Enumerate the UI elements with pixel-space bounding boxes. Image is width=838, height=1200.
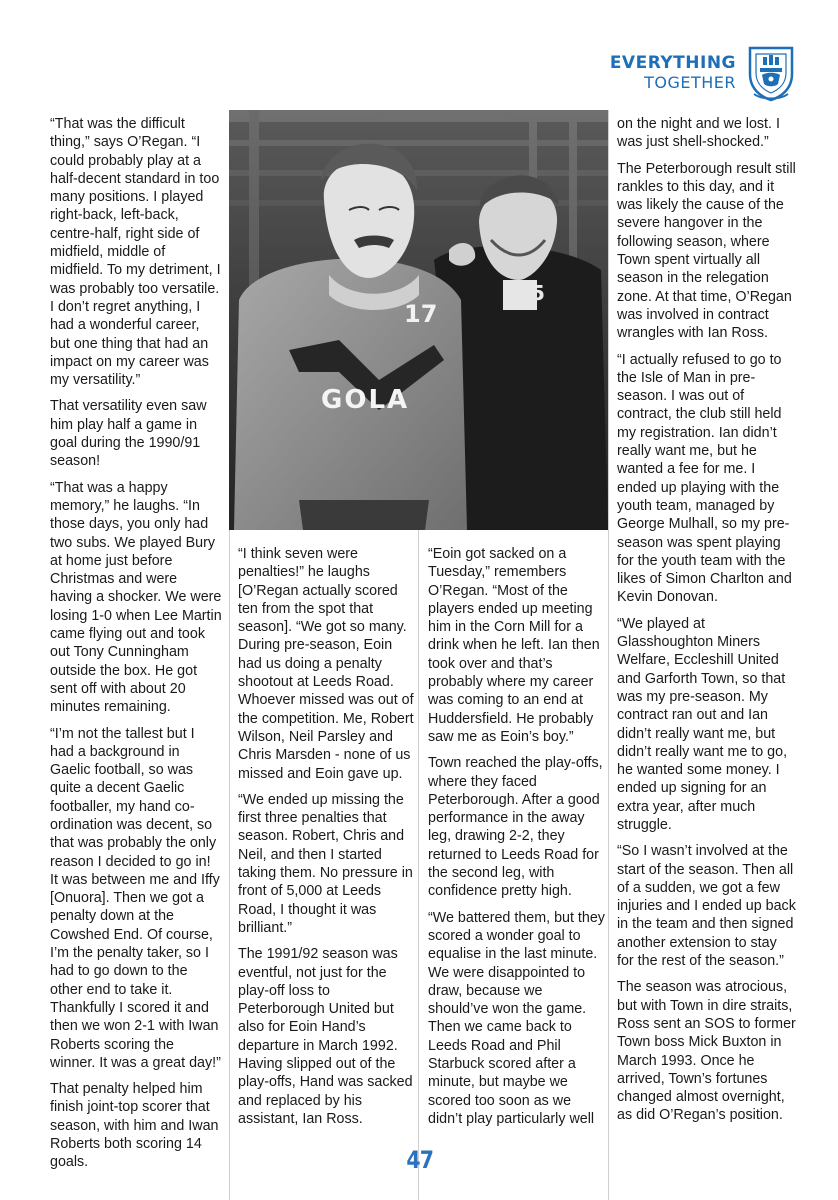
paragraph: “That was a happy memory,” he laughs. “In those days, you only had two subs. We played Bury at home just before Christmas and were having a shocker. We were losing 1-0 when Lee Martin came flying out and took out Tony Cunningham outside the box. He got sent off with about 20 minutes remaining. (50, 479, 222, 716)
paragraph: That penalty helped him finish joint-top scorer that season, with him and Iwan Roberts both scoring 14 goals. (50, 1081, 219, 1171)
brand-line-1: EVERYTHING (609, 53, 736, 73)
paragraph: Town reached the play-offs, where they faced Peterborough. After a good performance in the away leg, drawing 2-2, they returned to Leeds Road for the second leg, with confidence pretty high. (428, 755, 603, 900)
players-photo-illustration (229, 110, 608, 530)
paragraph: “I’m not the tallest but I had a background in Gaelic football, so was quite a decent Gaelic footballer, my hand co-ordination was decent, so that was probably the only reason I decided to go in! It was between me and Iffy [Onuora]. Then we got a penalty down at the Cowshed End. Of course, I’m the penalty taker, so I had to go down to the other end to take it. Thankfully I scored it and then we won 2-1 with Iwan Roberts scoring the winner. It was a great day!” (50, 725, 221, 1071)
text-column-4 (617, 115, 797, 1133)
brand-header (610, 44, 796, 102)
paragraph: That versatility even saw him play half a game in goal during the 1990/91 season! (50, 398, 207, 470)
text-column-2 (238, 545, 414, 1136)
text-column-1 (50, 115, 222, 1180)
sponsor-text: GOLA (321, 385, 410, 415)
column-divider (608, 110, 609, 1200)
text-column-3 (428, 545, 606, 1136)
paragraph: “So I wasn’t involved at the start of the season. Then all of a sudden, we got a few injuries and I ended up back in the team and then signed another extension to stay for the rest of the season.” (617, 843, 796, 970)
paragraph: The Peterborough result still rankles to this day, and it was likely the cause of the severe hangover in the following season, where Town spent virtually all season in the relegation zone. At that time, O’Regan was involved in contract wrangles with Ian Ross. (617, 160, 796, 342)
team-photo (229, 110, 608, 530)
paragraph: The 1991/92 season was eventful, not just for the play-off loss to Peterborough United but also for Eoin Hand’s departure in March 1992. Having slipped out of the play-offs, Hand was sacked and replaced by his assistant, Ian Ross. (238, 946, 413, 1127)
paragraph: The season was atrocious, but with Town in dire straits, Ross sent an SOS to former Town boss Mick Buxton in March 1993. Once he arrived, Town’s fortunes changed almost overnight, as did O’Regan’s position. (617, 979, 796, 1124)
brand-text (610, 53, 736, 93)
paragraph: on the night and we lost. I was just shell-shocked.” (617, 116, 780, 151)
paragraph: “Eoin got sacked on a Tuesday,” remembers O’Regan. “Most of the players ended up meeting him in the Corn Mill for a drink when he left. Ian then took over and that’s probably where my career was coming to an end at Huddersfield. He probably saw me as Eoin’s boy.” (428, 546, 600, 745)
paragraph: “We ended up missing the first three penalties that season. Robert, Chris and Neil, and then I started taking them. No pressure in front of 5,000 at Leeds Road, I thought it was brilliant.” (238, 791, 413, 936)
club-crest-icon (746, 44, 796, 102)
paragraph: “I think seven were penalties!” he laughs [O’Regan actually scored ten from the spot that season]. “We got so many. During pre-season, Eoin had us doing a penalty shootout at Leeds Road. Whoever missed was out of the competition. Me, Robert Wilson, Neil Parsley and Chris Marsden - none of us missed and Eoin gave up. (238, 546, 414, 782)
paragraph: “We battered them, but they scored a wonder goal to equalise in the last minute. We were disappointed to draw, because we should’ve won the game. Then we came back to Leeds Road and Phil Starbuck scored after a minute, but maybe we scored too soon as we didn’t play particularly well (428, 909, 605, 1127)
paragraph: “We played at Glasshoughton Miners Welfare, Eccleshill United and Garforth Town, so that was my pre-season. My contract ran out and Ian didn’t really want me, but didn’t really want me to go, he wanted some money. I ended up signing for an extra year, after much struggle. (617, 615, 788, 833)
column-divider (418, 530, 419, 1200)
shirt-number-right: 5 (531, 281, 545, 305)
brand-line-2: TOGETHER (644, 73, 736, 92)
shirt-number-left: 17 (404, 300, 438, 328)
page-number: 47 (406, 1146, 434, 1174)
paragraph: “That was the difficult thing,” says O’Regan. “I could probably play at a half-decent standard in too many positions. I played right-back, left-back, centre-half, right side of midfield, middle of midfield. To my detriment, I was probably too versatile. I don’t regret anything, I had a wonderful career, but one thing that had an impact on my career was my versatility.” (50, 116, 221, 389)
paragraph: “I actually refused to go to the Isle of Man in pre-season. I was out of contract, the club still held my registration. Ian didn’t really want me, but he wanted a fee for me. I ended up playing with the youth team, managed by George Mulhall, so my pre-season was spent playing for the youth team with the likes of Simon Charlton and Kevin Donovan. (617, 351, 792, 606)
